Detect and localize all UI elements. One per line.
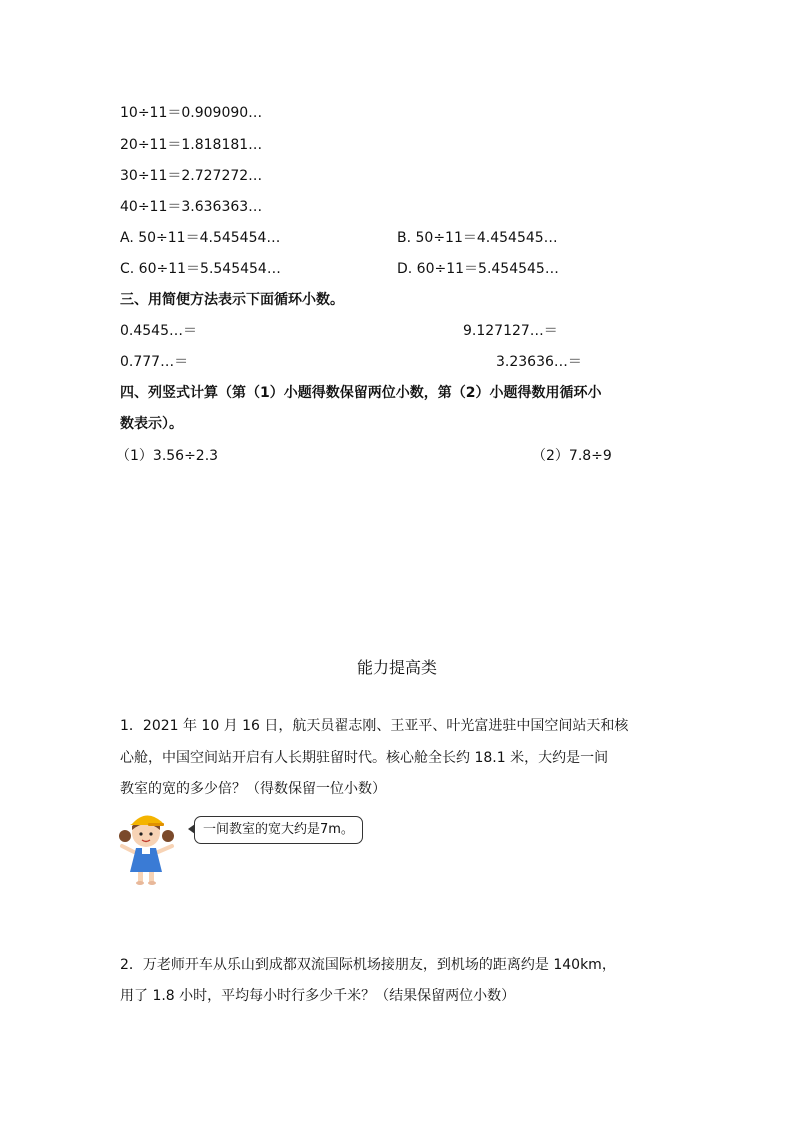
girl-figure (118, 806, 363, 886)
section-4-title-line-1: 四、列竖式计算（第（1）小题得数保留两位小数，第（2）小题得数用循环小 (120, 385, 602, 401)
problem-2-line-2: 用了 1.8 小时，平均每小时行多少千米？（结果保留两位小数） (120, 988, 516, 1004)
section-3-item-1: 0.4545…＝ (120, 323, 197, 339)
section-4-title-line-2: 数表示）。 (120, 416, 183, 432)
section-3-item-3: 0.777…＝ (120, 354, 189, 370)
problem-1-line-2: 心舱，中国空间站开启有人长期驻留时代。核心舱全长约 18.1 米，大约是一间 (120, 750, 609, 766)
section-3-item-4: 3.23636…＝ (496, 354, 582, 370)
problem-2-line-1: 2．万老师开车从乐山到成都双流国际机场接朋友，到机场的距离约是 140km， (120, 957, 616, 973)
option-c: C. 60÷11＝5.545454… (120, 261, 281, 277)
section-4-item-2: （2）7.8÷9 (532, 448, 612, 464)
section-3-item-2: 9.127127…＝ (463, 323, 558, 339)
problem-1-line-3: 教室的宽的多少倍？（得数保留一位小数） (120, 781, 386, 797)
q2-line-3: 30÷11＝2.727272… (120, 168, 263, 184)
q2-line-1: 10÷11＝0.909090… (120, 105, 263, 121)
girl-illustration (118, 806, 184, 886)
option-d: D. 60÷11＝5.454545… (397, 261, 559, 277)
section-4-item-1: （1）3.56÷2.3 (116, 448, 219, 464)
speech-bubble: 一间教室的宽大约是7m。 (194, 816, 363, 844)
q2-line-2: 20÷11＝1.818181… (120, 137, 263, 153)
option-b: B. 50÷11＝4.454545… (397, 230, 558, 246)
section-3-title: 三、用简便方法表示下面循环小数。 (120, 292, 344, 308)
q2-line-4: 40÷11＝3.636363… (120, 199, 263, 215)
option-a: A. 50÷11＝4.545454… (120, 230, 281, 246)
problem-1-line-1: 1．2021 年 10 月 16 日，航天员翟志刚、王亚平、叶光富进驻中国空间站天和核 (120, 718, 629, 734)
ability-heading: 能力提高类 (356, 658, 437, 677)
